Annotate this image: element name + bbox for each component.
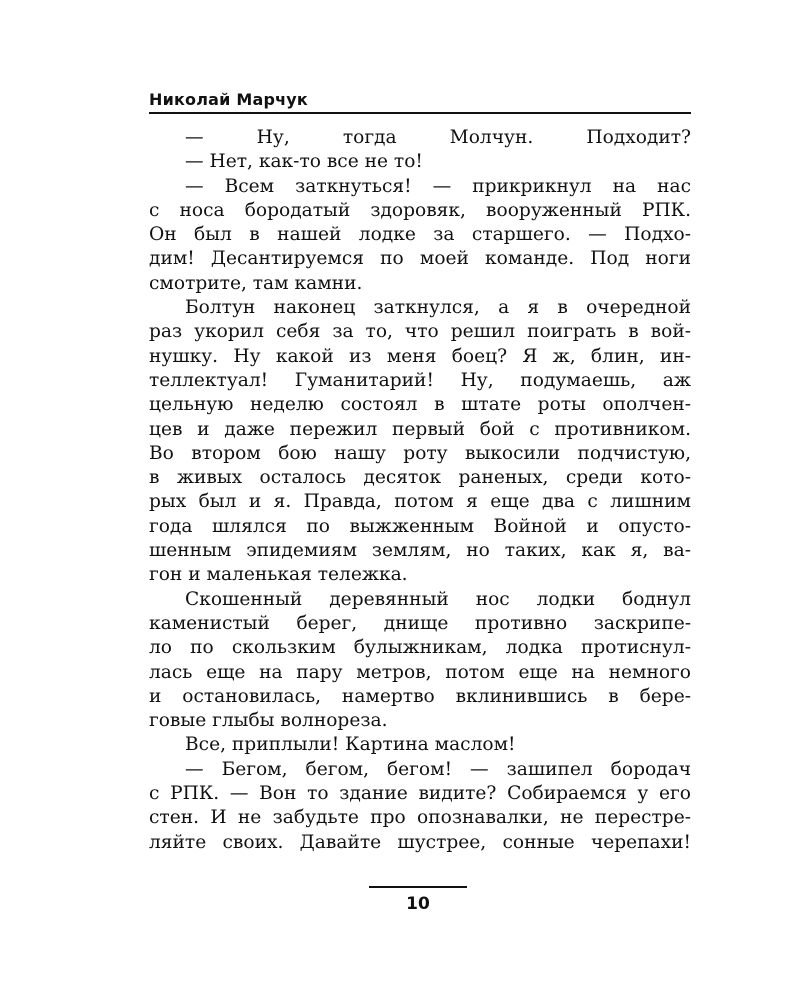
- text-line: года шлялся по выжженным Войной и опусто-: [149, 515, 691, 537]
- text-line: — Всем заткнуться! — прикрикнул на нас: [185, 175, 691, 197]
- text-line: цельную неделю состоял в штате роты ополчен-: [149, 394, 691, 416]
- page-number: 10: [406, 894, 430, 914]
- text-line: ло по скользким булыжникам, лодка протиснул-: [149, 637, 691, 659]
- text-line: теллектуал! Гуманитарий! Ну, подумаешь, аж: [149, 369, 691, 391]
- text-line: раз укорил себя за то, что решил поиграть в вой-: [149, 321, 691, 343]
- body-text: [149, 126, 691, 855]
- text-line: с РПК. — Вон то здание видите? Собираемся у его: [149, 783, 691, 805]
- text-line: Во втором бою нашу роту выкосили подчистую,: [149, 442, 691, 464]
- running-header: [149, 86, 691, 114]
- text-line: Он был в нашей лодке за старшего. — Подхо-: [149, 224, 691, 246]
- text-line: лась еще на пару метров, потом еще на немного: [149, 661, 691, 683]
- header-author-name: Николай Марчук: [149, 90, 308, 109]
- text-line: стен. И не забудьте про опознавалки, не перестре-: [149, 807, 691, 829]
- text-line: цев и даже пережил первый бой с противником.: [149, 418, 691, 440]
- text-line: — Ну, тогда Молчун. Подходит?: [185, 127, 691, 148]
- text-line: Скошенный деревянный нос лодки боднул: [185, 588, 691, 610]
- text-line: рых был и я. Правда, потом я еще два с лишним: [149, 491, 691, 513]
- text-line: ляйте своих. Давайте шустрее, сонные черепахи!: [149, 831, 691, 853]
- text-line: в живых осталось десяток раненых, среди кото-: [149, 467, 691, 489]
- text-line: шенным эпидемиям землям, но таких, как я, ва-: [149, 540, 691, 562]
- text-line: гон и маленькая тележка.: [149, 564, 408, 586]
- text-line: говые глыбы волнореза.: [149, 710, 388, 732]
- text-line: смотрите, там камни.: [149, 272, 363, 294]
- text-line: Все, приплыли! Картина маслом!: [185, 734, 516, 756]
- text-line: Болтун наконец заткнулся, а я в очередной: [185, 297, 691, 319]
- text-line: дим! Десантируемся по моей команде. Под ноги: [149, 248, 691, 270]
- text-line: — Нет, как-то все не то!: [185, 151, 423, 173]
- text-line: — Бегом, бегом, бегом! — зашипел бородач: [185, 758, 691, 780]
- text-line: каменистый берег, днище противно заскрипе-: [149, 612, 691, 634]
- text-line: нушку. Ну какой из меня боец? Я ж, блин, ин-: [149, 345, 691, 367]
- text-line: и остановилась, намертво вклинившись в бере-: [149, 685, 691, 707]
- footer-rule: [369, 886, 467, 888]
- text-line: с носа бородатый здоровяк, вооруженный РПК.: [149, 199, 691, 221]
